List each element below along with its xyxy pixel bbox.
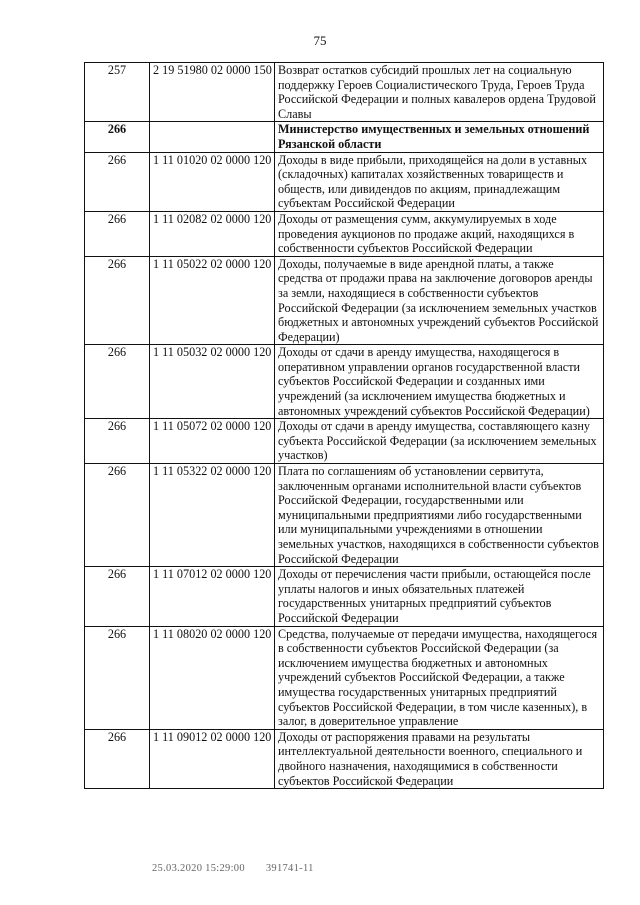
admin-code-cell: 266 [85,122,150,152]
revenue-code-cell: 1 11 08020 02 0000 120 [150,626,275,729]
revenue-code-cell: 1 11 05022 02 0000 120 [150,256,275,345]
admin-code-cell: 266 [85,211,150,256]
revenue-name-cell: Министерство имущественных и земельных отношений Рязанской области [275,122,604,152]
table-row [85,63,604,122]
admin-code-cell: 266 [85,567,150,626]
revenue-name-cell: Доходы от размещения сумм, аккумулируемых в ходе проведения аукционов по продаже акций, находящихся в собственности субъектов Российской Федерации [275,211,604,256]
revenue-name-cell: Доходы от перечисления части прибыли, остающейся после уплаты налогов и иных обязательных платежей государственных унитарных предприятий субъектов Российской Федерации [275,567,604,626]
revenue-name-cell: Плата по соглашениям об установлении сервитута, заключенным органами исполнительной власти субъектов Российской Федерации, государственными или муниципальными предприятиями либо государственными или муниципальными учреждениями в отношении земельных участков, находящихся в собственности субъектов Российской Федерации [275,464,604,567]
admin-code-cell: 266 [85,256,150,345]
table-row [85,419,604,464]
table-row [85,152,604,211]
revenue-name-cell: Доходы от сдачи в аренду имущества, составляющего казну субъекта Российской Федерации (за исключением земельных участков) [275,419,604,464]
revenue-code-cell: 1 11 02082 02 0000 120 [150,211,275,256]
revenue-name-cell: Доходы в виде прибыли, приходящейся на доли в уставных (складочных) капиталах хозяйственных товариществ и обществ, или дивидендов по акциям, принадлежащим субъектам Российской Федерации [275,152,604,211]
table-row [85,626,604,729]
table-row [85,122,604,152]
table-row [85,567,604,626]
table-row [85,345,604,419]
revenue-code-cell: 1 11 05072 02 0000 120 [150,419,275,464]
table-row [85,256,604,345]
table-body [85,63,604,789]
table-row [85,464,604,567]
table-row [85,211,604,256]
admin-code-cell: 266 [85,152,150,211]
revenue-name-cell: Средства, получаемые от передачи имущества, находящегося в собственности субъектов Российской Федерации (за исключением имущества бюджетных и автономных учреждений субъектов Российской Федерации, а также имущества государственных унитарных предприятий субъектов Российской Федерации, в том числе казенных), в залог, в доверительное управление [275,626,604,729]
page-number: 75 [313,33,327,48]
footer [152,863,314,874]
admin-code-cell: 266 [85,345,150,419]
revenue-name-cell: Доходы от распоряжения правами на результаты интеллектуальной деятельности военного, специального и двойного назначения, находящимися в собственности субъектов Российской Федерации [275,729,604,788]
admin-code-cell: 266 [85,464,150,567]
admin-code-cell: 266 [85,729,150,788]
revenue-code-cell: 1 11 05032 02 0000 120 [150,345,275,419]
revenue-code-cell: 1 11 01020 02 0000 120 [150,152,275,211]
admin-code-cell: 266 [85,419,150,464]
revenue-name-cell: Доходы, получаемые в виде арендной платы, а также средства от продажи права на заключение договоров аренды за земли, находящиеся в собственности субъектов Российской Федерации (за исключением земельных участков бюджетных и автономных учреждений субъектов Российской Федерации) [275,256,604,345]
revenue-code-cell: 1 11 07012 02 0000 120 [150,567,275,626]
revenue-code-cell: 2 19 51980 02 0000 150 [150,63,275,122]
revenue-name-cell: Возврат остатков субсидий прошлых лет на социальную поддержку Героев Социалистического Труда, Героев Труда Российской Федерации и полных кавалеров ордена Трудовой Славы [275,63,604,122]
table-row [85,729,604,788]
revenue-code-cell: 1 11 05322 02 0000 120 [150,464,275,567]
revenue-codes-table [84,62,604,789]
revenue-code-cell: 1 11 09012 02 0000 120 [150,729,275,788]
admin-code-cell: 257 [85,63,150,122]
revenue-code-cell [150,122,275,152]
footer-datetime: 25.03.2020 15:29:00 [152,863,245,874]
footer-doc-id: 391741-11 [265,863,314,874]
admin-code-cell: 266 [85,626,150,729]
revenue-name-cell: Доходы от сдачи в аренду имущества, находящегося в оперативном управлении органов государственной власти субъектов Российской Федерации и созданных ими учреждений (за исключением имущества бюджетных и автономных учреждений субъектов Российской Федерации) [275,345,604,419]
